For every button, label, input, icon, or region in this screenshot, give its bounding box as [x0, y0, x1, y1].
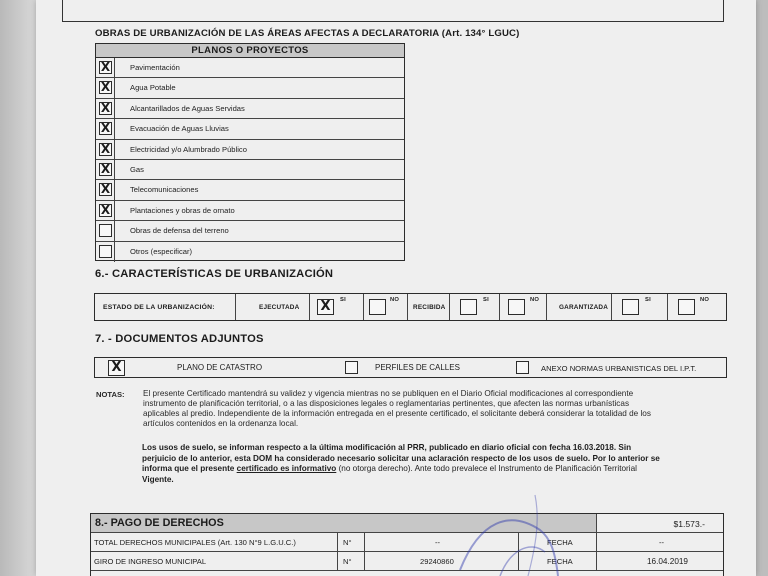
plan-label: Agua Potable — [130, 83, 176, 93]
ejecutada-no-checkbox[interactable] — [369, 299, 386, 315]
section6-title: 6.- CARACTERÍSTICAS DE URBANIZACIÓN — [95, 268, 334, 280]
notes-text — [143, 389, 651, 429]
payment-amount-cell — [597, 514, 723, 532]
si-label: SI — [483, 297, 489, 303]
payment-fecha-value: 16.04.2019 — [647, 557, 688, 566]
attached-docs-box — [94, 357, 727, 378]
recibida-si-checkbox[interactable] — [460, 299, 477, 315]
payment-fecha-value-cell — [597, 552, 723, 570]
payment-row — [91, 552, 723, 571]
plan-row — [96, 99, 404, 119]
plan-label: Electricidad y/o Alumbrado Público — [130, 144, 247, 154]
recibida-no-checkbox[interactable] — [508, 299, 525, 315]
payment-table — [90, 513, 724, 576]
payment-n-label: N° — [343, 538, 352, 547]
plans-table — [95, 57, 405, 261]
payment-label: TOTAL DERECHOS MUNICIPALES (Art. 130 N°9 L.G.U.C.) — [94, 538, 296, 547]
payment-n-value: 29240860 — [420, 557, 454, 566]
plan-label: Evacuación de Aguas Lluvias — [130, 124, 229, 134]
plan-checkbox-cell — [96, 119, 115, 138]
plan-label: Otros (especificar) — [130, 246, 193, 256]
recibida-no-cell — [500, 294, 547, 320]
plan-label: Alcantarillados de Aguas Servidas — [130, 103, 245, 113]
payment-label-cell — [91, 552, 338, 570]
plan-checkbox[interactable]: X — [100, 80, 111, 95]
recibida-cell — [408, 294, 450, 320]
plan-row — [96, 160, 404, 180]
payment-fecha-value: -- — [659, 538, 665, 547]
doc-checkbox-catastro[interactable]: X — [108, 360, 125, 376]
plan-label: Telecomunicaciones — [130, 185, 199, 195]
plans-table-header: PLANOS O PROYECTOS — [95, 43, 405, 57]
plans-section-title: OBRAS DE URBANIZACIÓN DE LAS ÁREAS AFECTAS A DECLARATORIA (Art. 134° LGUC) — [95, 28, 520, 39]
plan-label: Gas — [130, 165, 144, 174]
plan-row — [96, 201, 404, 221]
plan-label: Plantaciones y obras de ornato — [130, 205, 235, 215]
urbanization-state-box — [94, 293, 727, 321]
notes-line: El presente Certificado mantendrá su validez y vigencia mientras no se publiquen en el Diario Oficial modificaciones al correspondiente — [143, 389, 634, 398]
plan-checkbox-cell — [96, 201, 115, 220]
si-label: SI — [645, 297, 651, 303]
payment-n-cell — [338, 552, 365, 570]
ejecutada-cell — [236, 294, 310, 320]
notice-line: perjuicio de lo anterior, esta DOM ha considerado necesario solicitar una aclaración respecto de los usos de suelo. Por lo anterior se — [142, 453, 660, 463]
plan-checkbox[interactable] — [99, 224, 112, 237]
stamp-signature-mark — [440, 490, 570, 576]
plan-checkbox-cell — [96, 180, 115, 199]
plan-checkbox-cell — [96, 221, 115, 240]
notes-line: aplicables al predio. Independiente de la información entregada en el presente certificado, el solicitante deberá considerar la totalidad de los — [143, 409, 651, 418]
doc-checkbox-perfiles[interactable] — [345, 361, 358, 374]
garantizada-no-cell — [668, 294, 726, 320]
top-frame — [62, 0, 724, 22]
plan-checkbox[interactable] — [99, 245, 112, 258]
notes-line: instrumento de planificación territorial, o a las disposiciones legales o reglamentarias pertinentes, que afecten las normas urbanísticas — [143, 399, 630, 408]
no-label: NO — [390, 297, 400, 303]
plan-checkbox-cell — [96, 160, 115, 179]
plan-checkbox[interactable]: X — [100, 100, 111, 115]
payment-header-row — [91, 514, 723, 533]
notice-line: Los usos de suelo, se informan respecto a la última modificación al PRR, publicado en diario oficial con fecha 16.03.2018. Sin — [142, 443, 632, 452]
plan-row — [96, 242, 404, 262]
notes-label: NOTAS: — [96, 390, 125, 399]
section8-title: 8.- PAGO DE DERECHOS — [95, 517, 224, 529]
doc-checkbox-anexo[interactable] — [516, 361, 529, 374]
option-label-ejecutada: EJECUTADA — [259, 304, 300, 311]
doc-label-anexo: ANEXO NORMAS URBANISTICAS DEL I.P.T. — [541, 364, 697, 373]
page-left-edge — [0, 0, 36, 576]
notice-line — [142, 464, 660, 475]
plan-checkbox-cell — [96, 99, 115, 118]
plan-checkbox[interactable]: X — [100, 162, 111, 176]
plan-checkbox[interactable]: X — [100, 60, 111, 74]
notice-text: (no otorga derecho). Ante todo prevalece el Instrumento de Planificación Territorial — [336, 464, 637, 473]
notice-text: informa que el presente — [142, 464, 237, 473]
no-label: NO — [700, 297, 710, 303]
no-label: NO — [530, 297, 540, 303]
payment-n-cell — [338, 533, 365, 551]
section7-title: 7. - DOCUMENTOS ADJUNTOS — [95, 333, 264, 345]
ejecutada-no-cell — [364, 294, 408, 320]
payment-fecha-label: FECHA — [547, 557, 573, 566]
payment-fecha-label: FECHA — [547, 538, 573, 547]
plan-row — [96, 58, 404, 78]
plan-checkbox-cell — [96, 242, 115, 262]
plan-checkbox-cell — [96, 140, 115, 159]
plan-checkbox-cell — [96, 78, 115, 97]
payment-label-cell — [91, 533, 338, 551]
plan-label: Obras de defensa del terreno — [130, 226, 229, 236]
payment-label: GIRO DE INGRESO MUNICIPAL — [94, 557, 207, 566]
payment-amount: $1.573.- — [673, 519, 705, 529]
payment-row — [91, 533, 723, 552]
land-use-notice — [142, 443, 660, 485]
plan-row — [96, 119, 404, 139]
ejecutada-si-cell — [310, 294, 364, 320]
option-label-recibida: RECIBIDA — [413, 304, 446, 311]
garantizada-no-checkbox[interactable] — [678, 299, 695, 315]
plan-checkbox[interactable]: X — [100, 182, 111, 197]
recibida-si-cell — [450, 294, 500, 320]
plan-row — [96, 180, 404, 200]
plan-checkbox[interactable]: X — [100, 202, 111, 217]
payment-n-value: -- — [435, 538, 441, 547]
garantizada-cell — [547, 294, 612, 320]
payment-fecha-value-cell — [597, 533, 723, 551]
plan-row — [96, 221, 404, 241]
page-right-edge — [756, 0, 768, 576]
state-label-cell — [95, 294, 236, 320]
garantizada-si-cell — [612, 294, 668, 320]
doc-label-catastro: PLANO DE CATASTRO — [177, 363, 263, 372]
option-label-garantizada: GARANTIZADA — [559, 304, 609, 311]
notice-line: Vigente. — [142, 474, 174, 484]
plan-label: Pavimentación — [130, 63, 180, 72]
notes-line: artículos contenidos en la ordenanza local. — [143, 419, 299, 428]
payment-n-label: N° — [343, 557, 352, 566]
si-label: SI — [340, 297, 346, 303]
plan-checkbox-cell — [96, 58, 115, 77]
ejecutada-si-checkbox[interactable]: X — [317, 299, 334, 315]
doc-label-perfiles: PERFILES DE CALLES — [375, 363, 460, 372]
plan-checkbox[interactable]: X — [100, 141, 111, 156]
state-label: ESTADO DE LA URBANIZACIÓN: — [103, 304, 215, 311]
plan-row — [96, 140, 404, 160]
informative-certificate-text: certificado es informativo — [236, 464, 337, 473]
garantizada-si-checkbox[interactable] — [622, 299, 639, 315]
plan-checkbox[interactable]: X — [100, 121, 111, 136]
plan-row — [96, 78, 404, 98]
